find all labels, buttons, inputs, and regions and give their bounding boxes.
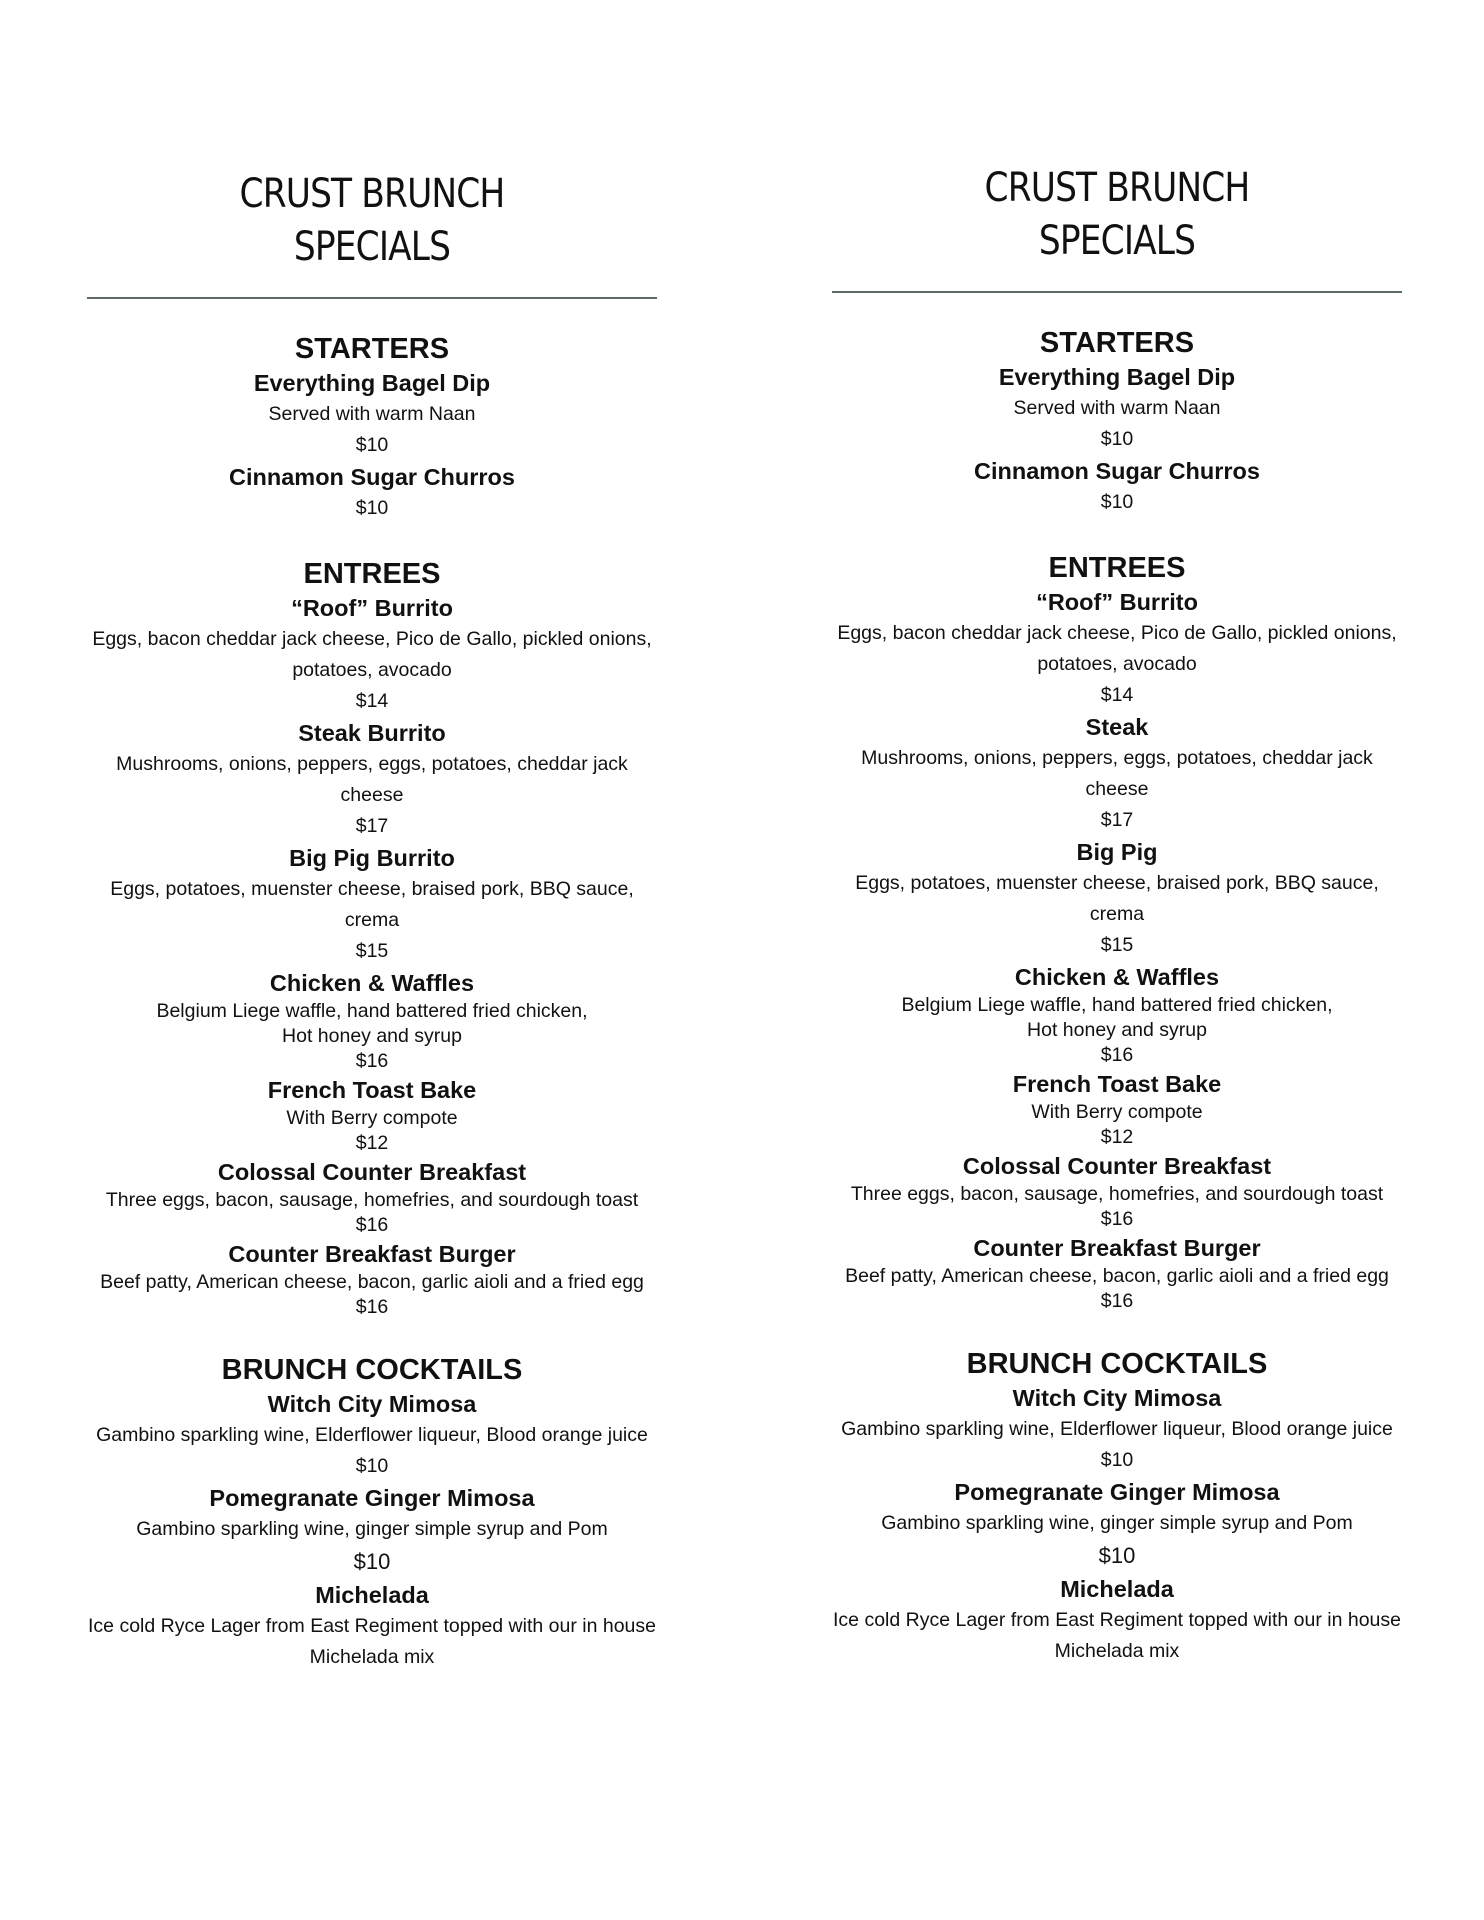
menu-item (832, 1150, 1402, 1232)
section-brunch-cocktails: BRUNCH COCKTAILS (966, 1348, 1268, 1380)
item-name: Witch City Mimosa (267, 1391, 477, 1417)
title-line-2: SPECIALS (293, 224, 451, 270)
item-name: Michelada (315, 1582, 429, 1608)
item-description: Gambino sparkling wine, ginger simple syrup and Pom (136, 1518, 608, 1540)
item-price: $10 (1100, 491, 1134, 513)
title-line-2: SPECIALS (1038, 218, 1196, 264)
item-price: $10 (355, 434, 389, 456)
section-starters: STARTERS (1039, 327, 1195, 359)
menu-item (832, 586, 1402, 711)
menu-item (832, 455, 1402, 518)
menu-left (87, 168, 657, 1673)
item-name: Chicken & Waffles (1014, 964, 1220, 990)
item-name: Pomegranate Ginger Mimosa (954, 1479, 1280, 1505)
menu-item (832, 711, 1402, 836)
item-name: Michelada (1060, 1576, 1174, 1602)
item-price: $15 (355, 940, 389, 962)
menu-item (87, 1579, 657, 1673)
item-description: With Berry compote (1031, 1101, 1203, 1123)
item-description: Ice cold Ryce Lager from East Regiment topped with our in house Michelada mix (833, 1609, 1401, 1662)
section-starters: STARTERS (294, 333, 450, 365)
item-name: Everything Bagel Dip (998, 364, 1236, 390)
title-line-1: CRUST BRUNCH (239, 171, 505, 217)
item-price: $16 (355, 1296, 389, 1318)
menu-item (832, 361, 1402, 455)
menu-item (87, 367, 657, 461)
item-price: $10 (1100, 1449, 1134, 1471)
item-name: Counter Breakfast Burger (973, 1235, 1261, 1261)
menu-item (87, 967, 657, 1074)
item-price: $10 (355, 497, 389, 519)
item-description: Gambino sparkling wine, Elderflower liqueur, Blood orange juice (841, 1418, 1393, 1440)
menu-item (87, 1388, 657, 1482)
item-name: Colossal Counter Breakfast (217, 1159, 527, 1185)
item-price: $15 (1100, 934, 1134, 956)
menu-item (832, 1573, 1402, 1667)
item-price: $16 (1100, 1290, 1134, 1312)
item-name: Chicken & Waffles (269, 970, 475, 996)
item-name: Big Pig Burrito (289, 845, 455, 871)
menu-item (832, 1232, 1402, 1314)
item-name: Witch City Mimosa (1012, 1385, 1222, 1411)
item-name: French Toast Bake (267, 1077, 477, 1103)
menu-title (872, 162, 1362, 268)
item-description: With Berry compote (286, 1107, 458, 1129)
menu-item (87, 842, 657, 967)
item-description: Eggs, potatoes, muenster cheese, braised pork, BBQ sauce, crema (855, 872, 1379, 925)
item-description: Served with warm Naan (1013, 397, 1221, 419)
section-entrees: ENTREES (1048, 552, 1186, 584)
item-name: Colossal Counter Breakfast (962, 1153, 1272, 1179)
item-price: $16 (355, 1050, 389, 1072)
menu-item (87, 1482, 657, 1579)
item-price: $12 (355, 1132, 389, 1154)
item-name: Big Pig (1076, 839, 1158, 865)
menu-item (87, 1238, 657, 1320)
item-description: Three eggs, bacon, sausage, homefries, and sourdough toast (850, 1183, 1384, 1205)
item-name: Steak Burrito (298, 720, 446, 746)
menu-item (832, 961, 1402, 1068)
item-price: $14 (355, 690, 389, 712)
item-name: French Toast Bake (1012, 1071, 1222, 1097)
item-price: $10 (355, 1455, 389, 1477)
item-description: Eggs, potatoes, muenster cheese, braised pork, BBQ sauce, crema (110, 878, 634, 931)
item-description: Hot honey and syrup (1027, 1019, 1207, 1041)
item-name: Everything Bagel Dip (253, 370, 491, 396)
item-price: $16 (355, 1214, 389, 1236)
item-description: Beef patty, American cheese, bacon, garlic aioli and a fried egg (845, 1265, 1389, 1287)
item-description: Eggs, bacon cheddar jack cheese, Pico de Gallo, pickled onions, potatoes, avocado (837, 622, 1397, 675)
item-description: Eggs, bacon cheddar jack cheese, Pico de Gallo, pickled onions, potatoes, avocado (92, 628, 652, 681)
menu-item (832, 836, 1402, 961)
menu-title (127, 168, 617, 274)
menu-item (832, 1476, 1402, 1573)
item-name: Cinnamon Sugar Churros (229, 464, 515, 490)
menu-item (87, 461, 657, 524)
item-name: Pomegranate Ginger Mimosa (209, 1485, 535, 1511)
item-price: $17 (1100, 809, 1134, 831)
item-price: $12 (1100, 1126, 1134, 1148)
item-name: “Roof” Burrito (291, 595, 453, 621)
item-name: “Roof” Burrito (1036, 589, 1198, 615)
item-description: Ice cold Ryce Lager from East Regiment topped with our in house Michelada mix (88, 1615, 656, 1668)
item-description: Beef patty, American cheese, bacon, garlic aioli and a fried egg (100, 1271, 644, 1293)
title-line-1: CRUST BRUNCH (984, 165, 1250, 211)
item-price: $10 (353, 1549, 391, 1574)
item-description: Mushrooms, onions, peppers, eggs, potatoes, cheddar jack cheese (861, 747, 1373, 800)
item-description: Belgium Liege waffle, hand battered fried chicken, (156, 1000, 588, 1022)
item-price: $16 (1100, 1208, 1134, 1230)
item-description: Three eggs, bacon, sausage, homefries, and sourdough toast (105, 1189, 639, 1211)
item-price: $16 (1100, 1044, 1134, 1066)
menu-item (832, 1068, 1402, 1150)
item-name: Steak (1085, 714, 1149, 740)
item-name: Counter Breakfast Burger (228, 1241, 516, 1267)
item-price: $10 (1098, 1543, 1136, 1568)
item-price: $10 (1100, 428, 1134, 450)
title-divider (87, 297, 657, 299)
item-price: $17 (355, 815, 389, 837)
title-divider (832, 291, 1402, 293)
menu-item (87, 1074, 657, 1156)
item-description: Hot honey and syrup (282, 1025, 462, 1047)
item-description: Belgium Liege waffle, hand battered fried chicken, (901, 994, 1333, 1016)
item-description: Served with warm Naan (268, 403, 476, 425)
menu-item (87, 592, 657, 717)
item-description: Gambino sparkling wine, Elderflower liqueur, Blood orange juice (96, 1424, 648, 1446)
menu-item (87, 1156, 657, 1238)
item-description: Gambino sparkling wine, ginger simple syrup and Pom (881, 1512, 1353, 1534)
section-entrees: ENTREES (303, 558, 441, 590)
section-brunch-cocktails: BRUNCH COCKTAILS (221, 1354, 523, 1386)
item-price: $14 (1100, 684, 1134, 706)
menu-right (832, 162, 1402, 1667)
item-name: Cinnamon Sugar Churros (974, 458, 1260, 484)
item-description: Mushrooms, onions, peppers, eggs, potatoes, cheddar jack cheese (116, 753, 628, 806)
menu-item (832, 1382, 1402, 1476)
menu-item (87, 717, 657, 842)
